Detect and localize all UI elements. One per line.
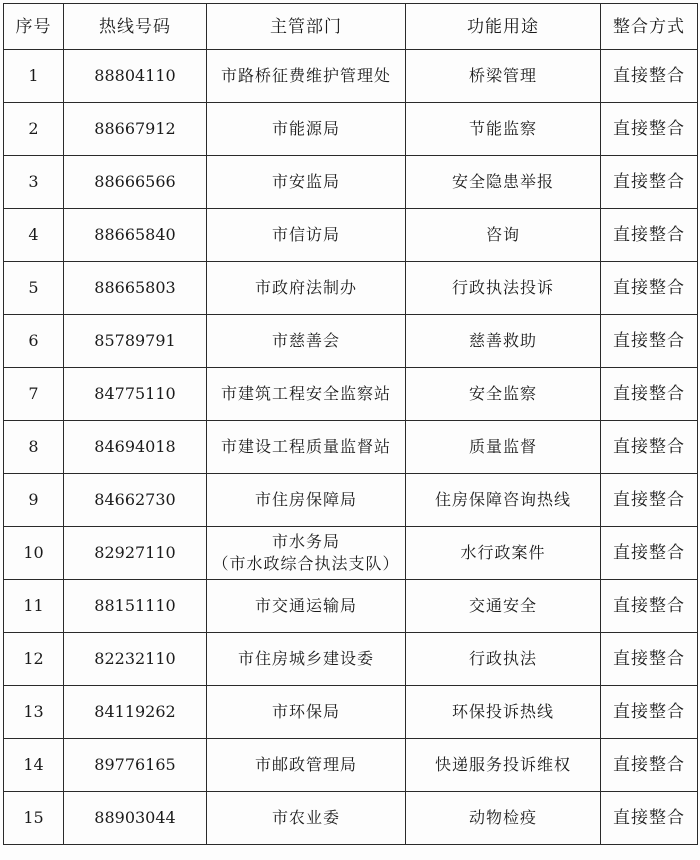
cell-index: 7 — [4, 368, 64, 421]
cell-method: 直接整合 — [601, 368, 698, 421]
department-name: 市住房城乡建设委 — [237, 649, 374, 668]
cell-function: 水行政案件 — [406, 527, 601, 580]
cell-index: 8 — [4, 421, 64, 474]
cell-index: 14 — [4, 739, 64, 792]
cell-function: 咨询 — [406, 209, 601, 262]
cell-phone: 84662730 — [64, 474, 207, 527]
cell-phone: 85789791 — [64, 315, 207, 368]
cell-department — [207, 739, 406, 792]
cell-index: 13 — [4, 686, 64, 739]
department-name: 市政府法制办 — [254, 278, 357, 297]
cell-phone: 89776165 — [64, 739, 207, 792]
cell-department — [207, 262, 406, 315]
department-name: 市建筑工程安全监察站 — [220, 384, 391, 403]
department-name: 市慈善会 — [271, 331, 340, 350]
header-index: 序号 — [4, 4, 64, 50]
table-row — [4, 209, 698, 262]
cell-method: 直接整合 — [601, 633, 698, 686]
cell-phone: 84775110 — [64, 368, 207, 421]
cell-function: 安全监察 — [406, 368, 601, 421]
header-function: 功能用途 — [406, 4, 601, 50]
cell-department — [207, 156, 406, 209]
cell-index: 15 — [4, 792, 64, 845]
department-name: 市水务局 — [271, 532, 340, 551]
cell-function: 慈善救助 — [406, 315, 601, 368]
table-row — [4, 739, 698, 792]
table-row — [4, 686, 698, 739]
table-row — [4, 50, 698, 103]
cell-index: 3 — [4, 156, 64, 209]
department-name: 市路桥征费维护管理处 — [220, 66, 391, 85]
header-method: 整合方式 — [601, 4, 698, 50]
cell-method: 直接整合 — [601, 209, 698, 262]
department-subname: （市水政综合执法支队） — [212, 554, 400, 573]
table-row — [4, 580, 698, 633]
hotline-table — [3, 3, 698, 845]
cell-phone: 88665803 — [64, 262, 207, 315]
cell-method: 直接整合 — [601, 580, 698, 633]
cell-phone: 88903044 — [64, 792, 207, 845]
cell-function: 桥梁管理 — [406, 50, 601, 103]
cell-function: 行政执法 — [406, 633, 601, 686]
cell-function: 节能监察 — [406, 103, 601, 156]
department-name: 市信访局 — [271, 225, 340, 244]
cell-phone: 82232110 — [64, 633, 207, 686]
cell-function: 住房保障咨询热线 — [406, 474, 601, 527]
cell-function: 安全隐患举报 — [406, 156, 601, 209]
cell-method: 直接整合 — [601, 262, 698, 315]
cell-index: 1 — [4, 50, 64, 103]
cell-function: 质量监督 — [406, 421, 601, 474]
table-row — [4, 792, 698, 845]
cell-department — [207, 580, 406, 633]
cell-index: 11 — [4, 580, 64, 633]
header-row — [4, 4, 698, 50]
cell-method: 直接整合 — [601, 103, 698, 156]
cell-method: 直接整合 — [601, 474, 698, 527]
department-name: 市农业委 — [271, 808, 340, 827]
cell-function: 环保投诉热线 — [406, 686, 601, 739]
cell-method: 直接整合 — [601, 315, 698, 368]
cell-function: 交通安全 — [406, 580, 601, 633]
cell-function: 行政执法投诉 — [406, 262, 601, 315]
table-row — [4, 421, 698, 474]
header-phone: 热线号码 — [64, 4, 207, 50]
header-department: 主管部门 — [207, 4, 406, 50]
department-name: 市邮政管理局 — [254, 755, 357, 774]
department-name: 市交通运输局 — [254, 596, 357, 615]
cell-index: 2 — [4, 103, 64, 156]
department-name: 市建设工程质量监督站 — [220, 437, 391, 456]
cell-department — [207, 315, 406, 368]
cell-phone: 88804110 — [64, 50, 207, 103]
cell-function: 快递服务投诉维权 — [406, 739, 601, 792]
cell-phone: 84694018 — [64, 421, 207, 474]
table-header — [4, 4, 698, 50]
cell-phone: 84119262 — [64, 686, 207, 739]
cell-method: 直接整合 — [601, 421, 698, 474]
cell-department — [207, 527, 406, 580]
cell-department — [207, 209, 406, 262]
table-row — [4, 156, 698, 209]
department-name: 市能源局 — [271, 119, 340, 138]
cell-index: 12 — [4, 633, 64, 686]
cell-method: 直接整合 — [601, 792, 698, 845]
cell-index: 10 — [4, 527, 64, 580]
cell-phone: 82927110 — [64, 527, 207, 580]
table-row — [4, 103, 698, 156]
department-name: 市环保局 — [271, 702, 340, 721]
cell-phone: 88151110 — [64, 580, 207, 633]
cell-department — [207, 50, 406, 103]
cell-phone: 88667912 — [64, 103, 207, 156]
cell-department — [207, 633, 406, 686]
cell-department — [207, 686, 406, 739]
cell-index: 9 — [4, 474, 64, 527]
table-row — [4, 527, 698, 580]
table-body — [4, 50, 698, 845]
table-row — [4, 474, 698, 527]
cell-department — [207, 792, 406, 845]
cell-method: 直接整合 — [601, 50, 698, 103]
cell-index: 6 — [4, 315, 64, 368]
table-row — [4, 262, 698, 315]
cell-department — [207, 421, 406, 474]
department-name: 市安监局 — [271, 172, 340, 191]
table-row — [4, 368, 698, 421]
cell-method: 直接整合 — [601, 527, 698, 580]
cell-index: 5 — [4, 262, 64, 315]
cell-method: 直接整合 — [601, 739, 698, 792]
cell-phone: 88665840 — [64, 209, 207, 262]
cell-department — [207, 368, 406, 421]
cell-index: 4 — [4, 209, 64, 262]
cell-method: 直接整合 — [601, 686, 698, 739]
table-row — [4, 315, 698, 368]
cell-department — [207, 474, 406, 527]
table-row — [4, 633, 698, 686]
cell-department — [207, 103, 406, 156]
cell-method: 直接整合 — [601, 156, 698, 209]
cell-function: 动物检疫 — [406, 792, 601, 845]
department-name: 市住房保障局 — [254, 490, 357, 509]
cell-phone: 88666566 — [64, 156, 207, 209]
